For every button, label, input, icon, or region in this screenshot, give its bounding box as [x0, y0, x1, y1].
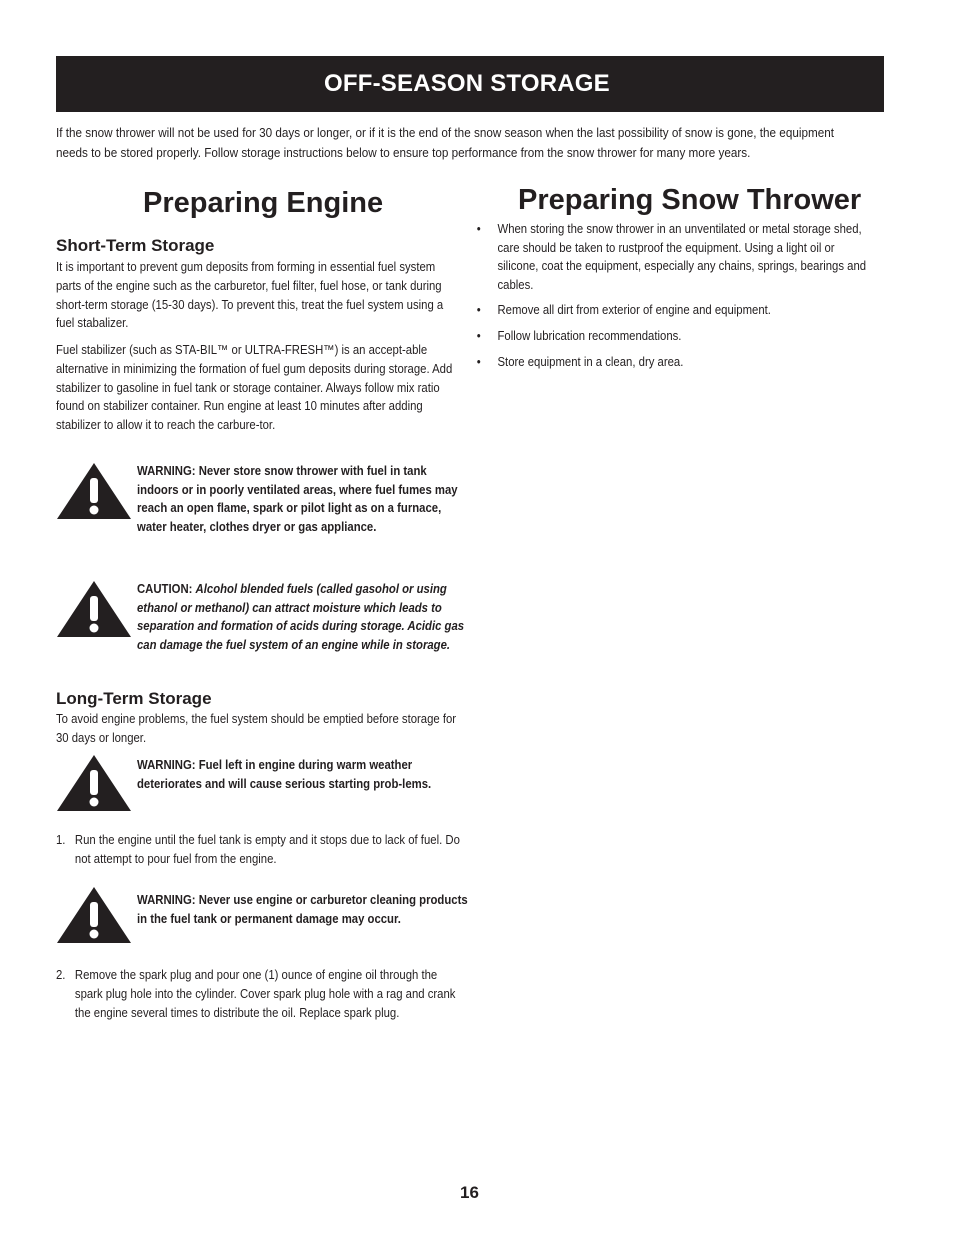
bullet-text: When storing the snow thrower in an unventilated or metal storage shed, care should be taken to rustproof the equipment. Using a light oil or silicone, coat the equipment, especially any chains, springs, bearings and cables. — [497, 222, 867, 292]
bullet-marker: • — [476, 303, 481, 318]
caution-label: CAUTION: — [137, 582, 193, 596]
page-number: 16 — [460, 1183, 479, 1202]
step-1-text: Run the engine until the fuel tank is empty and it stops due to lack of fuel. Do not attempt to pour fuel from the engine. — [74, 833, 460, 866]
step-2-text: Remove the spark plug and pour one (1) ounce of engine oil through the spark plug hole into the cylinder. Cover spark plug hole with a rag and crank the engine several times to distribute the oil. Replace spark plug. — [74, 968, 456, 1020]
bullet-marker: • — [476, 222, 481, 236]
caution-text — [137, 580, 470, 654]
list-item — [475, 353, 871, 372]
step-2 — [56, 966, 479, 1046]
warning-block-2 — [56, 754, 466, 814]
bullet-marker: • — [476, 328, 481, 343]
bullet-marker: • — [476, 354, 481, 369]
warning-triangle-icon — [56, 886, 132, 944]
short-term-para2: Fuel stabilizer (such as STA-BIL™ or ULTRA-FRESH™) is an accept-able alternative in minimizing the formation of fuel gum deposits during storage. Add stabilizer to gasoline in fuel tank or storage container. Always follow mix ratio found on stabilizer container. Run engine at least 10 minutes after adding stabilizer to allow it to reach the carbure-tor. — [56, 343, 453, 433]
caution-body: Alcohol blended fuels (called gasohol or using ethanol or methanol) can attract moisture which leads to separation and formation of acids during storage. Acidic gas can damage the fuel system of an engine while in storage. — [137, 582, 465, 652]
warning-triangle-icon — [56, 754, 132, 812]
long-term-heading: Long-Term Storage — [56, 689, 212, 708]
section-banner — [56, 56, 884, 112]
warning-triangle-icon — [56, 580, 132, 638]
warning-text-3: WARNING: Never use engine or carburetor cleaning products in the fuel tank or permanent damage may occur. — [137, 893, 468, 926]
preparing-snow-thrower-heading: Preparing Snow Thrower — [518, 184, 862, 216]
step-2-number: 2. — [56, 968, 66, 982]
intro-paragraph: If the snow thrower will not be used for 30 days or longer, or if it is the end of the snow season when the last possibility of snow is gone, the equipment needs to be stored properly. Follow storage instructions below to ensure top performance from the snow thrower for many more years. — [56, 126, 835, 160]
long-term-para: To avoid engine problems, the fuel system should be emptied before storage for 30 days or longer. — [56, 712, 457, 745]
warning-block-1 — [56, 462, 466, 562]
list-item — [475, 301, 871, 320]
warning-triangle-icon — [56, 462, 132, 520]
short-term-heading: Short-Term Storage — [56, 236, 215, 255]
warning-block-3 — [56, 886, 466, 946]
caution-block — [56, 580, 466, 680]
list-item — [475, 220, 871, 294]
intro-text — [56, 124, 837, 163]
short-term-para1: It is important to prevent gum deposits from forming in essential fuel system parts of the engine such as the carburetor, fuel filter, fuel hose, or tank during short-term storage (15-30 days). To prevent this, treat the fuel system using a fuel stabalizer. — [56, 260, 444, 331]
warning-text-1: WARNING: Never store snow thrower with fuel in tank indoors or in poorly ventilated areas, where fuel fumes may reach an open flame, spark or pilot light as on a furnace, water heater, clothes dryer or gas appliance. — [137, 464, 458, 534]
bullet-text: Remove all dirt from exterior of engine and equipment. — [497, 303, 771, 318]
bullet-text: Follow lubrication recommendations. — [497, 328, 682, 343]
warning-text-2: WARNING: Fuel left in engine during warm weather deteriorates and will cause serious starting prob-lems. — [137, 758, 432, 791]
step-1 — [56, 831, 479, 871]
list-item — [475, 327, 871, 346]
section-title: OFF-SEASON STORAGE — [324, 70, 610, 97]
preparing-engine-heading: Preparing Engine — [143, 187, 384, 219]
snow-thrower-bullet-list — [475, 220, 871, 378]
bullet-text: Store equipment in a clean, dry area. — [497, 354, 684, 369]
step-1-number: 1. — [56, 833, 66, 847]
